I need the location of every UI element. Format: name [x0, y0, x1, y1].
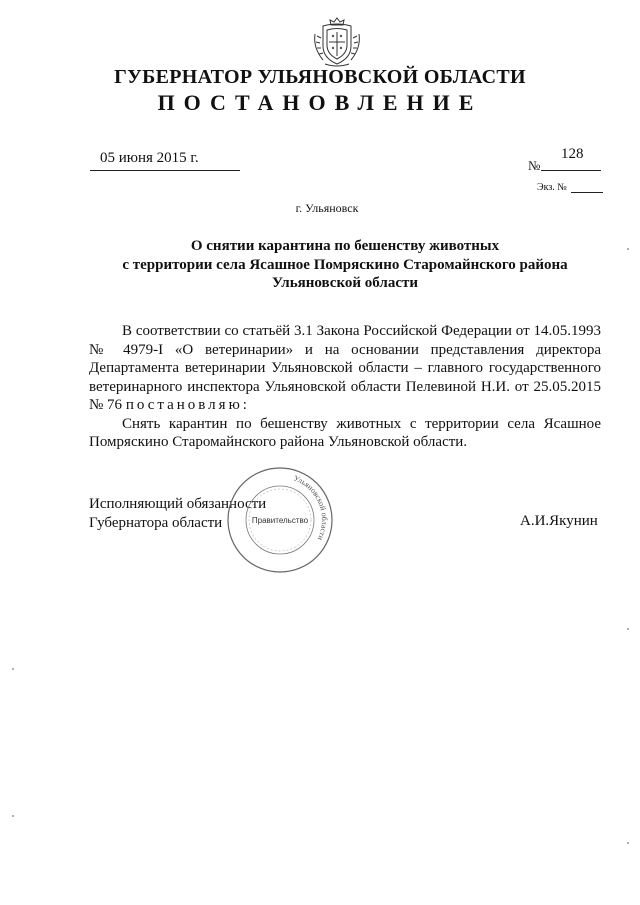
signatory-name: А.И.Якунин [520, 513, 598, 529]
title-line-1: О снятии карантина по бешенству животных [190, 238, 500, 254]
position-line-1: Исполняющий обязанности [89, 496, 267, 512]
title-line-3: Ульяновской области [271, 275, 419, 291]
seal-ring-text: Ульяновской области [292, 473, 330, 542]
document-number: 128 [561, 146, 584, 162]
number-underline [541, 170, 601, 171]
scan-speck [627, 628, 629, 630]
scan-speck [12, 815, 14, 817]
coat-of-arms-icon [309, 14, 365, 70]
scan-speck [627, 248, 629, 250]
round-seal-icon [224, 464, 336, 576]
copy-number-label: Экз. № [537, 182, 567, 193]
number-sign: № [528, 158, 541, 173]
date-underline [90, 170, 240, 171]
title-line-2: с территории села Ясашное Помряскино Старомайнского района [122, 256, 568, 273]
document-type-heading: ПОСТАНОВЛЕНИЕ [157, 90, 483, 115]
preamble-text: В соответствии со статьёй 3.1 Закона Российской Федерации от 14.05.1993 № 4979-I «О ветеринарии» и на основании представления директора Департамента ветеринарии Ульяновской области – главного государственного ветеринарного инспектора Ульяновской области Пелевиной Н.И. от 25.05.2015 № 76 [89, 323, 601, 413]
document-date: 05 июня 2015 г. [100, 150, 199, 166]
seal-center-text: Правительство [251, 516, 309, 525]
svg-text:Ульяновской области [292, 473, 329, 542]
city-label: г. Ульяновск [295, 201, 359, 215]
preamble-paragraph [89, 322, 601, 415]
copy-number-underline [571, 192, 603, 193]
decree-word: постановляю: [125, 397, 250, 413]
resolution-paragraph: Снять карантин по бешенству животных с территории села Ясашное Помряскино Старомайнского района Ульяновской области. [89, 415, 601, 450]
scan-speck [12, 668, 14, 670]
document-body [89, 322, 601, 452]
organization-heading: ГУБЕРНАТОР УЛЬЯНОВСКОЙ ОБЛАСТИ [114, 66, 526, 88]
document-title [90, 237, 600, 293]
scan-speck [627, 842, 629, 844]
position-line-2: Губернатора области [89, 515, 223, 531]
